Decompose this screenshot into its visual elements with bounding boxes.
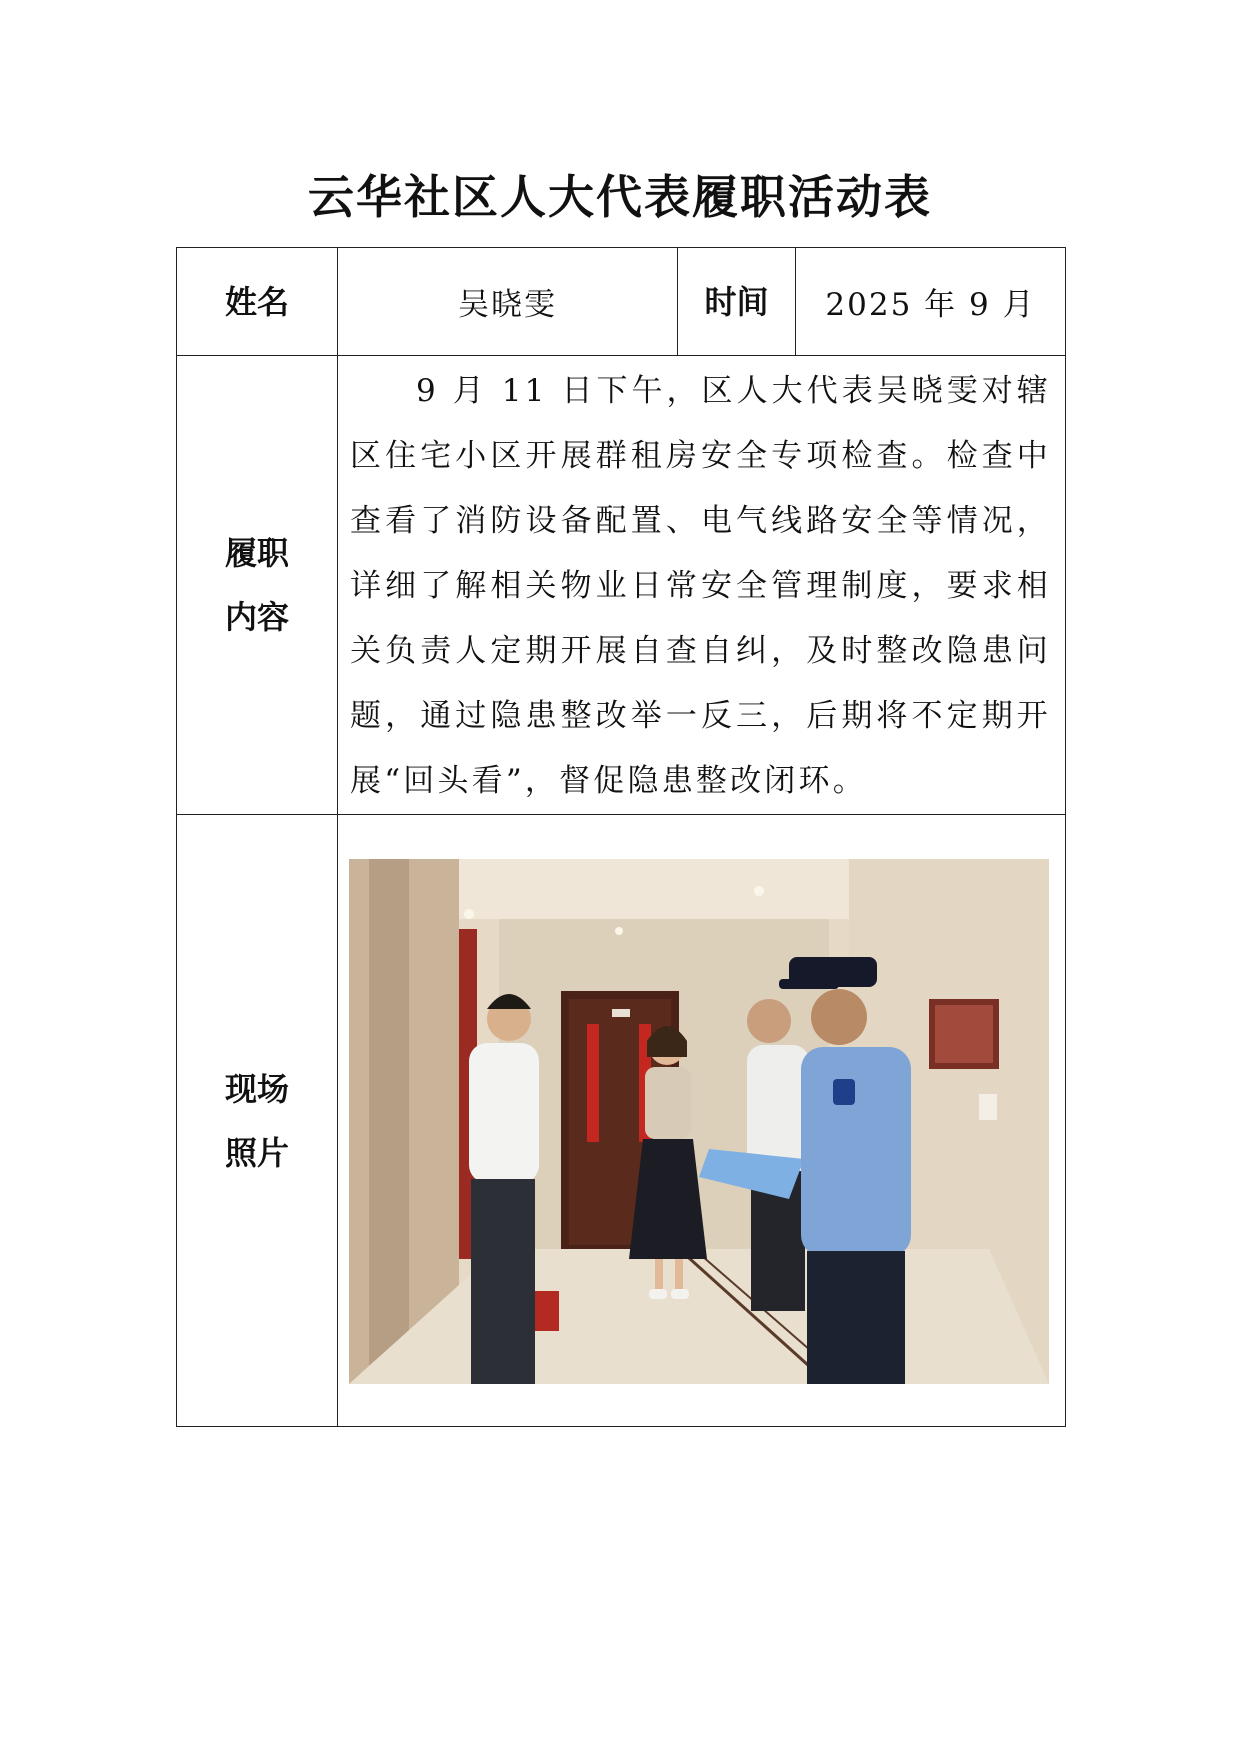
photo-cell (338, 815, 1066, 1427)
name-label: 姓名 (177, 248, 338, 356)
photo-label-line2: 照片 (224, 1133, 289, 1172)
content-text: 9 月 11 日下午，区人大代表吴晓雯对辖区住宅小区开展群租房安全专项检查。检查中查看了消防设备配置、电气线路安全等情况，详细了解相关物业日常安全管理制度，要求相关负责人定期开展自查自纠，及时整改隐患问题，通过隐患整改举一反三，后期将不定期开展“回头看”，督促隐患整改闭环。 (350, 373, 1051, 799)
activity-form-table (176, 247, 1066, 1427)
content-label-line2: 内容 (224, 598, 289, 636)
content-row (177, 356, 1066, 815)
photo-label (177, 815, 338, 1427)
photo-row (177, 815, 1066, 1427)
time-value: 2025 年 9 月 (796, 248, 1066, 356)
header-row (177, 248, 1066, 356)
photo-label-line1: 现场 (224, 1069, 289, 1108)
content-label (177, 356, 338, 815)
content-cell (338, 356, 1066, 815)
site-photo-illustration (349, 859, 1049, 1384)
content-label-line1: 履职 (224, 534, 289, 572)
site-photo (349, 859, 1049, 1384)
time-label: 时间 (678, 248, 796, 356)
name-value: 吴晓雯 (338, 248, 678, 356)
page-title: 云华社区人大代表履职活动表 (308, 170, 932, 224)
